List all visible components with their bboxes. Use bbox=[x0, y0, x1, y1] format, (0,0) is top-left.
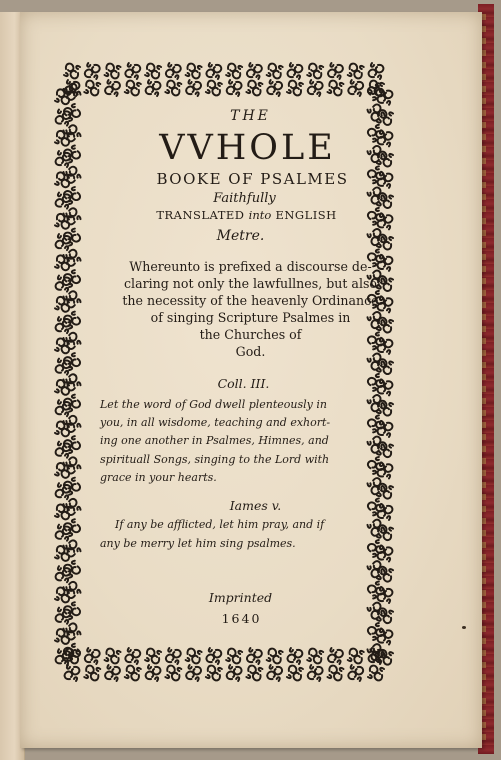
discourse-line: the necessity of the heavenly Ordinance bbox=[122, 293, 379, 308]
imprint-year: 1640 bbox=[221, 611, 262, 626]
border-ornament bbox=[84, 666, 100, 681]
border-ornament bbox=[125, 648, 140, 664]
border-ornament bbox=[308, 665, 323, 681]
heading-the: THE bbox=[230, 108, 271, 124]
border-ornament bbox=[55, 546, 71, 561]
border-ornament bbox=[327, 81, 343, 96]
verse-line: Let the word of God dwell plenteously in bbox=[100, 398, 327, 411]
heading-whole: VVHOLE bbox=[159, 128, 336, 168]
ink-spot bbox=[462, 626, 466, 629]
border-ornament bbox=[55, 629, 71, 644]
border-ornament bbox=[186, 665, 201, 681]
border-ornament bbox=[55, 463, 71, 478]
border-ornament bbox=[267, 80, 282, 96]
border-ornament bbox=[186, 64, 202, 79]
border-ornament bbox=[206, 666, 222, 681]
scripture-reference-colossians: Coll. III. bbox=[217, 376, 270, 391]
border-ornament bbox=[378, 89, 393, 105]
border-ornament bbox=[84, 81, 100, 96]
border-ornament bbox=[166, 63, 181, 79]
border-ornament bbox=[166, 648, 181, 664]
border-ornament bbox=[288, 63, 303, 79]
border-ornament bbox=[327, 666, 343, 681]
border-ornament bbox=[307, 649, 323, 664]
scripture-reference-james: Iames v. bbox=[229, 498, 282, 513]
border-ornament bbox=[287, 81, 303, 96]
border-ornament bbox=[105, 649, 121, 664]
border-ornament bbox=[348, 665, 363, 681]
border-ornament bbox=[145, 64, 161, 79]
border-ornament bbox=[64, 64, 80, 79]
imprint-label: Imprinted bbox=[208, 590, 273, 605]
discourse-line: claring not only the lawfullnes, but also bbox=[123, 276, 378, 291]
verse-line: you, in all wisdome, teaching and exhort- bbox=[100, 416, 331, 430]
heading-booke-of-psalmes: BOOKE OF PSALMES bbox=[156, 170, 349, 188]
border-ornament bbox=[186, 80, 201, 96]
border-ornament bbox=[105, 64, 121, 79]
border-ornament bbox=[369, 63, 384, 79]
border-ornament bbox=[145, 649, 161, 664]
border-ornament bbox=[227, 665, 242, 681]
border-ornament bbox=[267, 649, 283, 664]
discourse-line: God. bbox=[235, 344, 266, 359]
border-ornament bbox=[328, 63, 343, 79]
border-ornament bbox=[146, 665, 161, 681]
discourse-line: of singing Scripture Psalmes in bbox=[150, 310, 351, 325]
verse-line: ing one another in Psalmes, Himnes, and bbox=[100, 434, 329, 448]
border-ornament bbox=[378, 628, 393, 644]
border-ornament bbox=[105, 80, 120, 96]
border-ornament bbox=[226, 64, 242, 79]
translated-word: TRANSLATED bbox=[156, 208, 249, 222]
verse-line: grace in your hearts. bbox=[100, 470, 217, 484]
border-ornament bbox=[125, 63, 140, 79]
verse-line: any be merry let him sing psalmes. bbox=[100, 536, 296, 550]
subtitle-faithfully: Faithfully bbox=[213, 191, 276, 206]
verse-line: spirituall Songs, singing to the Lord with bbox=[100, 452, 330, 466]
border-ornament bbox=[206, 81, 222, 96]
border-ornament bbox=[246, 81, 262, 96]
border-ornament bbox=[186, 649, 202, 664]
border-ornament bbox=[246, 666, 262, 681]
discourse-paragraph bbox=[0, 258, 501, 360]
border-ornament bbox=[227, 80, 242, 96]
border-ornament bbox=[308, 80, 323, 96]
border-ornament bbox=[85, 648, 100, 664]
border-ornament bbox=[226, 649, 242, 664]
border-ornament bbox=[125, 81, 141, 96]
border-ornament bbox=[65, 665, 80, 681]
subtitle-metre: Metre. bbox=[216, 228, 265, 244]
border-ornament bbox=[247, 63, 262, 79]
discourse-line: Whereunto is prefixed a discourse de- bbox=[129, 259, 372, 274]
border-ornament bbox=[55, 421, 71, 436]
border-ornament bbox=[368, 666, 384, 681]
border-ornament bbox=[85, 63, 100, 79]
border-ornament bbox=[348, 649, 364, 664]
border-ornament bbox=[348, 80, 363, 96]
border-ornament bbox=[267, 665, 282, 681]
english-word: ENGLISH bbox=[271, 208, 337, 222]
border-ornament bbox=[206, 63, 221, 79]
border-ornament bbox=[287, 666, 303, 681]
verse-line: If any be afflicted, let him pray, and if bbox=[115, 518, 325, 531]
border-ornament bbox=[348, 64, 364, 79]
border-ornament bbox=[247, 648, 262, 664]
border-ornament bbox=[288, 648, 303, 664]
subtitle-translated bbox=[0, 208, 497, 222]
border-ornament bbox=[125, 666, 141, 681]
border-ornament bbox=[378, 545, 393, 561]
border-ornament bbox=[267, 64, 283, 79]
border-ornament bbox=[206, 648, 221, 664]
border-ornament bbox=[165, 666, 181, 681]
border-ornament bbox=[328, 648, 343, 664]
border-ornament bbox=[55, 89, 71, 104]
border-ornament bbox=[378, 462, 393, 478]
border-ornament bbox=[307, 64, 323, 79]
border-ornament bbox=[105, 665, 120, 681]
border-ornament bbox=[378, 421, 393, 437]
discourse-line: the Churches of bbox=[199, 327, 302, 342]
james-verse bbox=[100, 516, 370, 553]
border-ornament bbox=[146, 80, 161, 96]
colossians-verse bbox=[100, 396, 370, 487]
into-word: into bbox=[248, 208, 272, 222]
border-ornament bbox=[165, 81, 181, 96]
